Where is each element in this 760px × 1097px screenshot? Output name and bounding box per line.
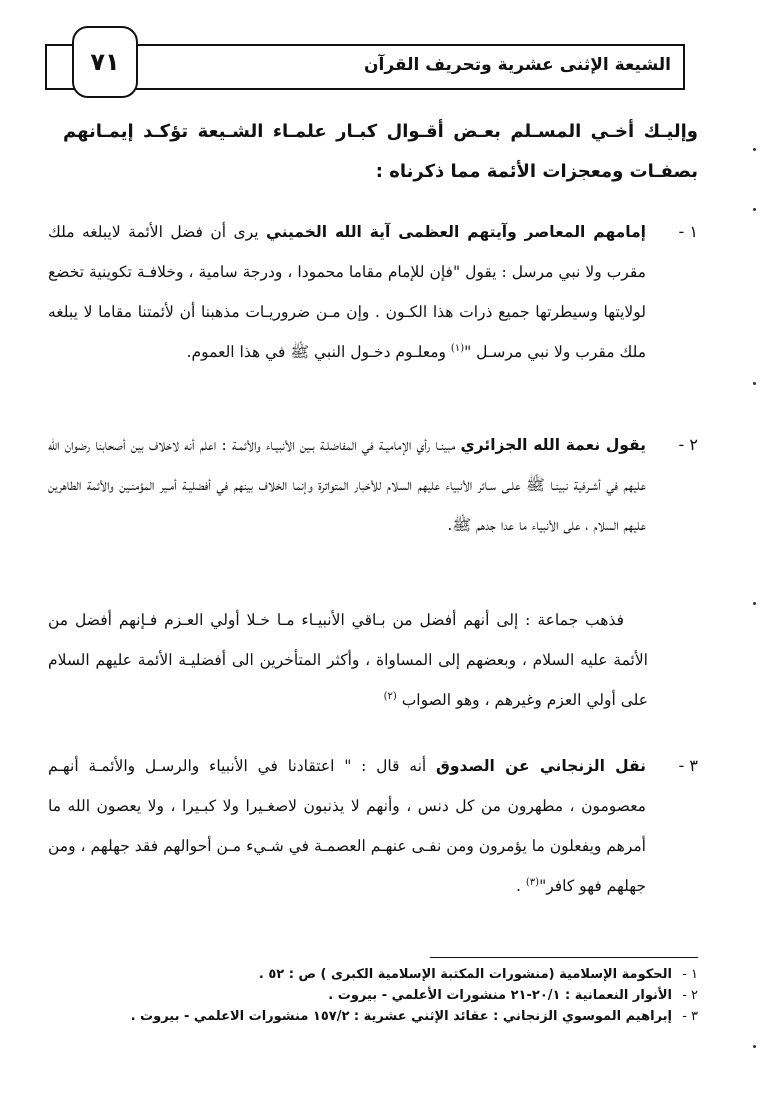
list-item-1 [48, 212, 698, 372]
item-body [48, 746, 646, 906]
footnote-ref: (١) [450, 342, 465, 354]
item-text: أنه قال : " اعتقادنا في الأنبياء والرسـل والأئمـة أنهـم معصومون ، مطهرون من كل دنس ، وأنهم لا يذنبون لاصغـيرا ولا كبـيرا ، ولا يعصون الله ما أمرهم ويفعلون ما يؤمرون ومن نفـى عنهـم العصمـة في شـيء مـن أحوالهم فقد جهلهم ، ومن جهلهم فهو كافر" [48, 757, 646, 895]
footnote-3 [48, 1006, 698, 1027]
item-number: ١ - [678, 222, 698, 241]
footnote-mark: ١ - [682, 967, 698, 982]
header-title: الشيعة الإثنى عشرية وتحريف القرآن [364, 55, 671, 75]
item-number: ٢ - [678, 435, 698, 454]
item-text-after: . [516, 877, 526, 895]
item-number: ٣ - [678, 756, 698, 775]
footnote-ref: (٣) [525, 876, 540, 888]
footnote-text: إبراهيم الموسوي الزنجاني : عقائد الإثني عشرية : ١٥٧/٢ منشورات الاعلمي - بيروت . [130, 1009, 672, 1024]
scan-speck [753, 602, 756, 605]
footnote-text: الحكومة الإسلامية (منشورات المكتبة الإسلامية الكبرى ) ص : ٥٢ . [258, 967, 672, 982]
scan-speck [753, 208, 756, 211]
item-lead: نقل الزنجاني عن الصدوق [435, 757, 646, 775]
quote-paragraph [48, 600, 648, 720]
item-lead: إمامهم المعاصر وآيتهم العظمى آية الله الخميني [266, 223, 646, 241]
paragraph-text: فذهب جماعة : إلى أنهم أفضل من بـاقي الأنبيـاء مـا خـلا أولي العـزم فـإنهم أفضل من الأئمة عليه السلام ، وبعضهم إلى المساواة ، وأكثر المتأخرين الى أفضليـة الأئمة عليهم السلام على أولي العزم وغيرهم ، وهو الصواب [48, 611, 648, 709]
footnote-1 [48, 964, 698, 985]
footnote-divider [430, 957, 698, 958]
item-body [48, 425, 646, 545]
page-number-badge [72, 26, 138, 98]
item-body [48, 212, 646, 372]
scan-speck [753, 148, 756, 151]
item-text: مبينـا رأي الإماميـة في المفاضلـة بـين الأنبيـاء والأئمـة : اعلم أنه لاخلاف بين أصحابنا رضوان الله عليهم في أشـرفية نبينـا ﷺ علـى سـائر الأنبياء عليهم السلام للأخبار المتواترة وإنما الخلاف بينهم في أفضليـة أمـير المؤمنـين والأئمة الطاهرين عليهم السلام ، على الأنبياء ما عدا جدهم ﷺ. [48, 436, 646, 534]
footnote-2 [48, 985, 698, 1006]
footnote-text: الأنوار النعمانية : ٢٠/١-٢١ منشورات الأعلمي - بيروت . [328, 988, 672, 1003]
footnote-ref: (٢) [383, 690, 397, 702]
intro-paragraph: وإليـك أخـي المسـلم بعـض أقـوال كبـار علمـاء الشـيعة تؤكـد إيمـانهم بصفـات ومعجزات الأئمة مما ذكرناه : [63, 121, 698, 182]
scan-speck [753, 1045, 756, 1048]
scan-speck [753, 382, 756, 385]
page-number: ٧١ [90, 48, 120, 76]
running-header [45, 44, 685, 90]
item-text: يرى أن فضل الأئمة لايبلغه ملك مقرب ولا نبي مرسل : يقول "فإن للإمام مقاما محمودا ، ودرجة سامية ، وخلافـة تكوينية تخضع لولايتها وسيطرتها جميع ذرات هذا الكـون . وإن مـن ضروريـات مذهبنا أن لأئمتنا مقاما لا يبلغه ملك مقرب ولا نبي مرسـل " [48, 223, 646, 361]
list-item-3 [48, 746, 698, 906]
item-text-after: ومعلـوم دخـول النبي ﷺ في هذا العموم. [186, 343, 451, 361]
item-lead: يقول نعمة الله الجزائري [460, 436, 646, 454]
footnote-mark: ٢ - [682, 988, 698, 1003]
list-item-2 [48, 425, 698, 545]
footnotes [48, 964, 698, 1027]
footnote-mark: ٣ - [682, 1009, 698, 1024]
